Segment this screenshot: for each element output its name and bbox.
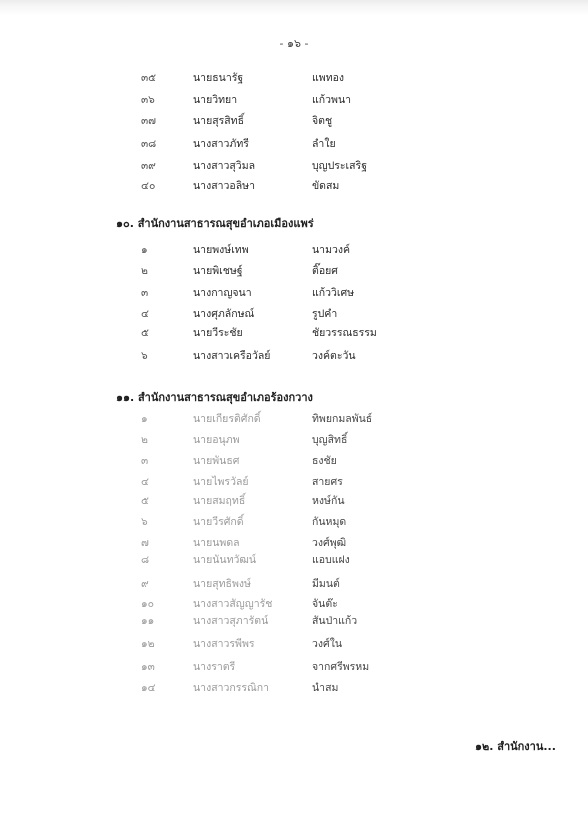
row-number: ๖ <box>141 350 148 362</box>
first-name: นายวีรศักดิ์ <box>193 516 244 528</box>
first-name: นายพงษ์เทพ <box>193 244 249 256</box>
row-number: ๘ <box>141 554 150 566</box>
section-heading: ๑๑. สำนักงานสาธารณสุขอำเภอร้องกวาง <box>116 391 313 404</box>
row-number: ๑๐ <box>141 598 155 610</box>
row-number: ๑๒ <box>141 638 155 650</box>
last-name: นำสม <box>312 682 339 694</box>
row-number: ๓ <box>141 455 149 467</box>
row-number: ๑ <box>141 413 148 425</box>
last-name: สายศร <box>312 476 343 488</box>
row-number: ๓๙ <box>141 160 156 172</box>
row-number: ๓ <box>141 287 149 299</box>
last-name: แพทอง <box>312 72 345 84</box>
row-number: ๑๓ <box>141 661 155 673</box>
first-name: นางสาวเครือวัลย์ <box>193 350 271 362</box>
last-name: จิตชู <box>312 115 333 127</box>
first-name: นายพันธศ <box>193 455 240 467</box>
first-name: นางราตรี <box>193 661 236 673</box>
last-name: วงค์ตะวัน <box>312 350 356 362</box>
row-number: ๔ <box>141 308 149 320</box>
first-name: นายไพรวัลย์ <box>193 476 249 488</box>
row-number: ๓๖ <box>141 94 155 106</box>
section-heading: ๑๐. สำนักงานสาธารณสุขอำเภอเมืองแพร่ <box>116 217 314 230</box>
first-name: นางสาวกรรณิกา <box>193 682 270 694</box>
last-name: รูปคำ <box>312 308 338 320</box>
row-number: ๓๗ <box>141 115 157 127</box>
row-number: ๑๑ <box>141 615 155 627</box>
last-name: ธงชัย <box>312 455 337 467</box>
first-name: นายสมฤทธิ์ <box>193 495 246 507</box>
last-name: แอบแฝง <box>312 554 350 566</box>
first-name: นายนันทวัฒน์ <box>193 554 257 566</box>
row-number: ๕ <box>141 495 149 507</box>
row-number: ๑ <box>141 244 148 256</box>
first-name: นางสาวอลิษา <box>193 180 255 192</box>
last-name: บุญสิทธิ์ <box>312 434 348 446</box>
last-name: นามวงค์ <box>312 244 351 256</box>
last-name: ทิพยกมลพันธ์ <box>312 413 373 425</box>
last-name: ชัยวรรณธรรม <box>312 327 377 339</box>
row-number: ๔๐ <box>141 180 156 192</box>
last-name: สันป่าแก้ว <box>312 615 358 627</box>
row-number: ๖ <box>141 516 148 528</box>
first-name: นายพิเชษฐ์ <box>193 265 243 277</box>
last-name: ขัดสม <box>312 180 340 192</box>
first-name: นางสาวสุภารัตน์ <box>193 615 269 627</box>
first-name: นางสาวรพีพร <box>193 638 255 650</box>
first-name: นายสุทธิพงษ์ <box>193 578 251 590</box>
first-name: นายธนารัฐ <box>193 72 244 84</box>
row-number: ๕ <box>141 327 149 339</box>
first-name: นางสาวสุวิมล <box>193 160 256 172</box>
last-name: วงศ์ใน <box>312 638 342 650</box>
last-name: วงศ์พุฒิ <box>312 537 347 549</box>
row-number: ๒ <box>141 434 148 446</box>
last-name: จากศรีพรหม <box>312 661 370 673</box>
row-number: ๓๘ <box>141 138 157 150</box>
first-name: นายเกียรติศักดิ์ <box>193 413 261 425</box>
last-name: หงษ์กัน <box>312 495 345 507</box>
first-name: นายอนุภพ <box>193 434 240 446</box>
first-name: นางศุภลักษณ์ <box>193 308 255 320</box>
first-name: นางสาวภัทรี <box>193 138 249 150</box>
row-number: ๗ <box>141 537 149 549</box>
row-number: ๙ <box>141 578 149 590</box>
row-number: ๓๕ <box>141 72 157 84</box>
first-name: นายสุรสิทธิ์ <box>193 115 245 127</box>
last-name: มีมนต์ <box>312 578 340 590</box>
first-name: นายวีระชัย <box>193 327 243 339</box>
row-number: ๒ <box>141 265 148 277</box>
continuation-text: ๑๒. สำนักงาน... <box>475 740 556 753</box>
row-number: ๔ <box>141 476 149 488</box>
last-name: จันต๊ะ <box>312 598 338 610</box>
first-name: นางสาวสัญญารัช <box>193 598 273 610</box>
last-name: ลำใย <box>312 138 336 150</box>
last-name: แก้วพนา <box>312 94 352 106</box>
last-name: แก้ววิเศษ <box>312 287 355 299</box>
last-name: กันหมุด <box>312 516 347 528</box>
first-name: นายวิทยา <box>193 94 238 106</box>
row-number: ๑๔ <box>141 682 156 694</box>
last-name: ติ๊อยศ <box>312 265 338 277</box>
last-name: บุญประเสริฐ <box>312 160 367 172</box>
first-name: นายนพดล <box>193 537 240 549</box>
page-number: - ๑๖ - <box>279 37 309 50</box>
first-name: นางกาญจนา <box>193 287 252 299</box>
